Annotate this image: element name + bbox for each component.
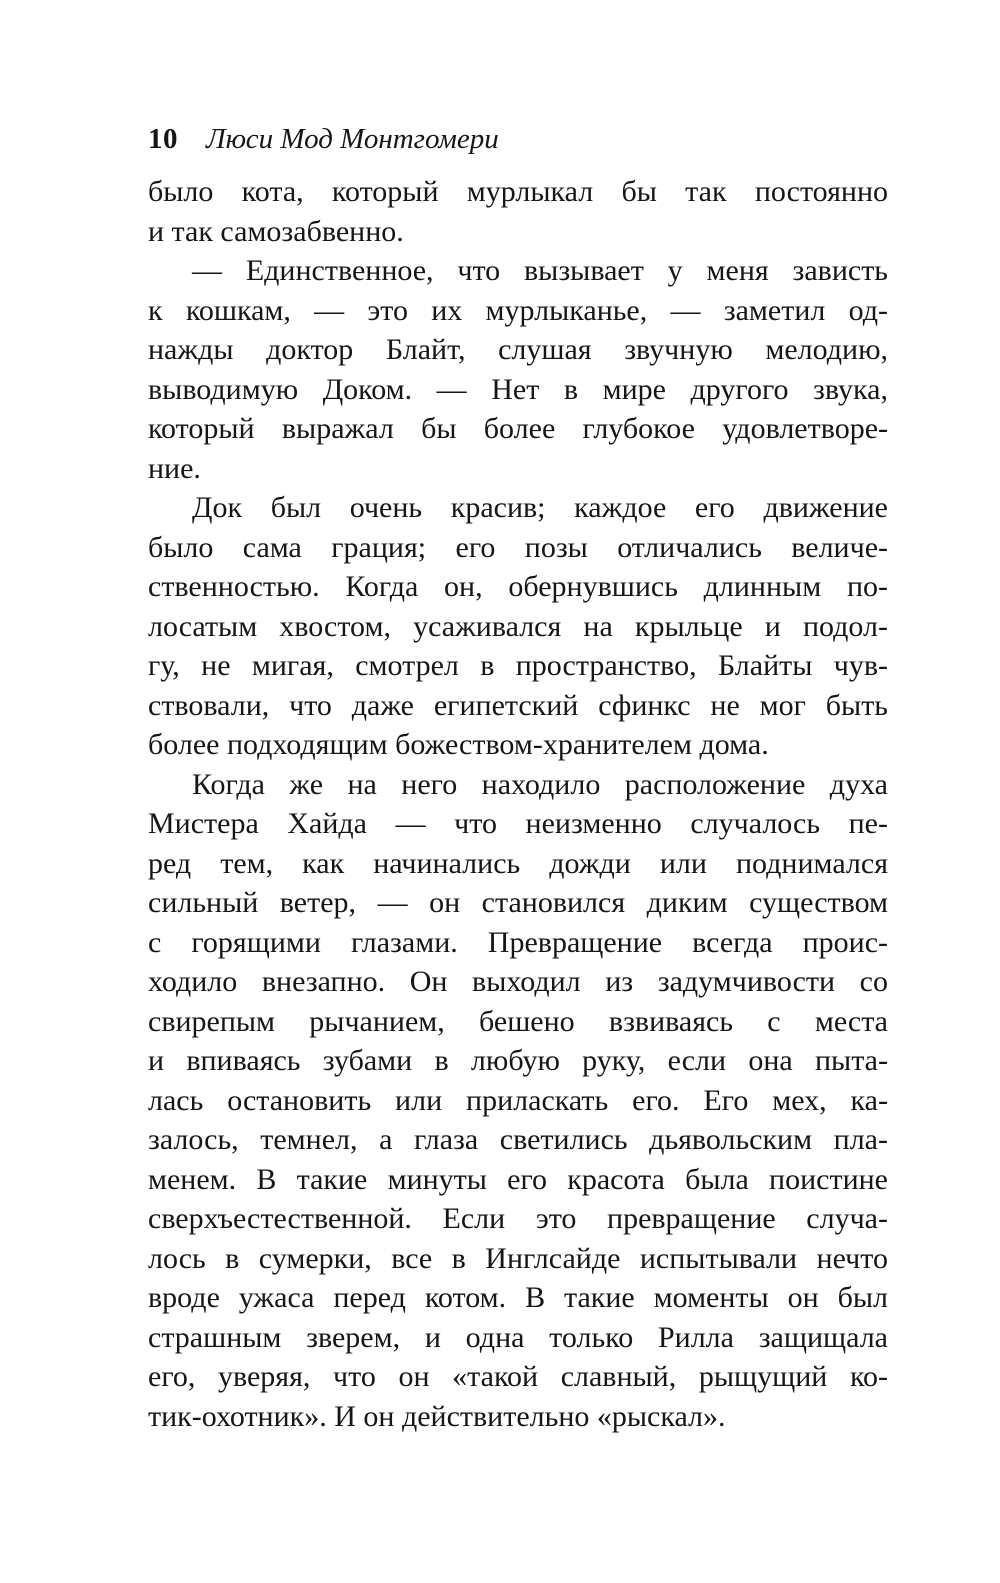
text-line: Когда же на него находило расположение духа <box>192 767 888 801</box>
text-line: сильный ветер, — он становился диким существом <box>148 886 888 919</box>
paragraph <box>148 172 888 251</box>
text-line: гу, не мигая, смотрел в пространство, Блайты чув- <box>148 649 888 682</box>
text-line: который выражал бы более глубокое удовлетворе- <box>148 412 888 445</box>
text-line: Мистера Хайда — что неизменно случалось пе- <box>148 807 888 840</box>
text-line: и впиваясь зубами в любую руку, если она пыта- <box>148 1044 888 1077</box>
paragraph <box>148 765 888 1437</box>
text-line: страшным зверем, и одна только Рилла защищала <box>148 1320 888 1354</box>
text-line: сверхъестественной. Если это превращение случа- <box>148 1202 888 1235</box>
text-line: лосатым хвостом, усаживался на крыльце и подол- <box>148 609 888 643</box>
text-line: ственностью. Когда он, обернувшись длинным по- <box>148 570 888 603</box>
page-number: 10 <box>148 123 178 155</box>
text-line: Док был очень красив; каждое его движение <box>192 491 888 524</box>
text-line: ходило внезапно. Он выходил из задумчивости со <box>148 965 888 998</box>
text-line: было сама грация; его позы отличались величе- <box>148 530 888 564</box>
text-line: залось, темнел, а глаза светились дьявольским пла- <box>148 1123 888 1156</box>
text-line: тик-охотник». И он действительно «рыскал». <box>148 1399 726 1433</box>
text-line: и так самозабвенно. <box>148 214 404 248</box>
text-line: — Единственное, что вызывает у меня зависть <box>192 254 888 287</box>
text-line: свирепым рычанием, бешено взвиваясь с места <box>148 1004 888 1038</box>
text-line: более подходящим божеством-хранителем дома. <box>148 728 769 761</box>
paragraph <box>148 488 888 765</box>
text-line: менем. В такие минуты его красота была поистине <box>148 1162 888 1196</box>
text-line: ствовали, что даже египетский сфинкс не мог быть <box>148 688 888 722</box>
text-line: лась остановить или приласкать его. Его мех, ка- <box>148 1083 888 1117</box>
page-header <box>148 122 888 156</box>
text-line: выводимую Доком. — Нет в мире другого звука, <box>148 372 888 406</box>
page-body <box>148 172 888 1436</box>
text-line: было кота, который мурлыкал бы так постоянно <box>148 175 888 208</box>
running-title: Люси Мод Монтгомери <box>206 123 499 155</box>
paragraph <box>148 251 888 488</box>
text-line: ред тем, как начинались дожди или поднимался <box>148 846 888 880</box>
text-line: вроде ужаса перед котом. В такие моменты он был <box>148 1281 888 1314</box>
text-line: его, уверяя, что он «такой славный, рыщущий ко- <box>148 1360 888 1393</box>
text-line: лось в сумерки, все в Инглсайде испытывали нечто <box>148 1241 888 1275</box>
text-line: нажды доктор Блайт, слушая звучную мелодию, <box>148 333 888 366</box>
text-line: с горящими глазами. Превращение всегда проис- <box>148 925 888 959</box>
text-line: к кошкам, — это их мурлыканье, — заметил од- <box>148 293 888 327</box>
text-line: ние. <box>148 451 201 485</box>
